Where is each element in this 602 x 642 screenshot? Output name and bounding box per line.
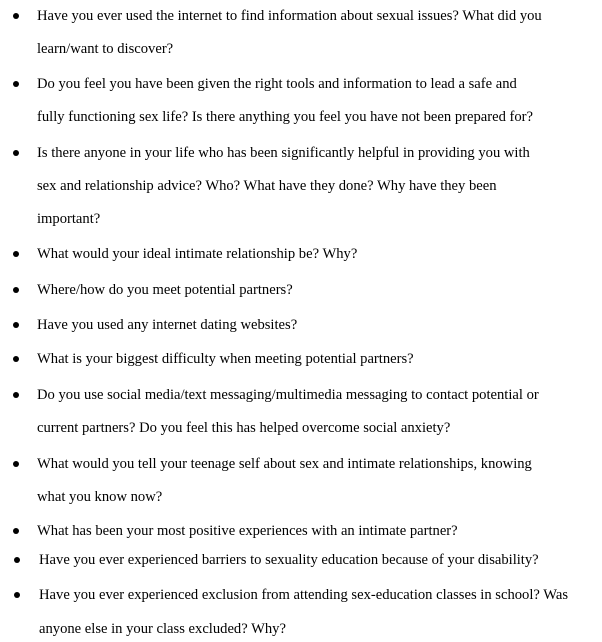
question-text: What has been your most positive experiences with an intimate partner? bbox=[37, 523, 458, 539]
question-text: Do you use social media/text messaging/multimedia messaging to contact potential or bbox=[37, 387, 539, 403]
bullet-icon bbox=[13, 287, 19, 293]
question-text: anyone else in your class excluded? Why? bbox=[39, 621, 286, 637]
question-text: what you know now? bbox=[37, 489, 163, 505]
question-text: learn/want to discover? bbox=[37, 41, 174, 57]
bullet-icon bbox=[13, 392, 19, 398]
bullet-icon bbox=[13, 150, 19, 156]
bullet-icon bbox=[13, 528, 19, 534]
bullet-icon bbox=[13, 81, 19, 87]
question-text: sex and relationship advice? Who? What have they done? Why have they been bbox=[37, 178, 497, 194]
question-text: Have you ever used the internet to find information about sexual issues? What did you bbox=[37, 8, 542, 24]
question-text: Where/how do you meet potential partners? bbox=[37, 282, 293, 298]
question-text: What would you tell your teenage self about sex and intimate relationships, knowing bbox=[37, 456, 532, 472]
bullet-icon bbox=[13, 356, 19, 362]
question-text: What is your biggest difficulty when meeting potential partners? bbox=[37, 351, 414, 367]
question-text: fully functioning sex life? Is there anything you feel you have not been prepared for? bbox=[37, 109, 534, 125]
question-text: Have you ever experienced exclusion from attending sex-education classes in school? Was bbox=[39, 587, 569, 603]
bullet-icon bbox=[14, 557, 20, 563]
question-text: important? bbox=[37, 211, 101, 227]
question-text: Have you used any internet dating websites? bbox=[37, 317, 298, 333]
bullet-icon bbox=[13, 13, 19, 19]
bullet-icon bbox=[13, 251, 19, 257]
question-text: Do you feel you have been given the right tools and information to lead a safe and bbox=[37, 76, 517, 92]
question-text: current partners? Do you feel this has helped overcome social anxiety? bbox=[37, 420, 451, 436]
question-text: What would your ideal intimate relationship be? Why? bbox=[37, 246, 358, 262]
bullet-icon bbox=[13, 322, 19, 328]
question-text: Have you ever experienced barriers to sexuality education because of your disability? bbox=[39, 552, 539, 568]
bullet-icon bbox=[14, 592, 20, 598]
bullet-icon bbox=[13, 461, 19, 467]
question-text: Is there anyone in your life who has been significantly helpful in providing you with bbox=[37, 145, 530, 161]
